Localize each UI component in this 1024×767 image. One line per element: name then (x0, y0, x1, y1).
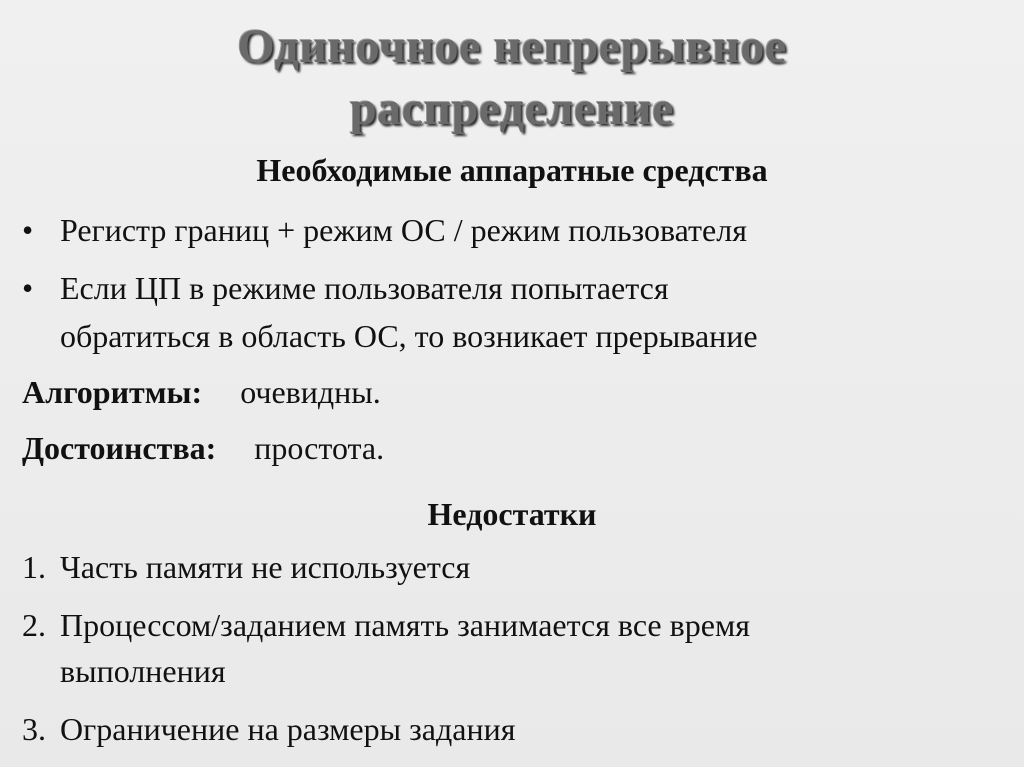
algorithms-value: очевидны. (240, 374, 381, 410)
algorithms-term: Алгоритмы: (22, 374, 203, 410)
hardware-bullet-2-line-2: обратиться в область ОС, то возникает прерывание (60, 318, 758, 354)
drawback-number: 2. (22, 607, 46, 643)
drawback-item-1-line-1: Часть памяти не используется (60, 549, 471, 585)
bullet-marker: • (22, 212, 34, 248)
hardware-heading: Необходимые аппаратные средства (256, 152, 768, 188)
advantages-row (22, 426, 384, 470)
drawback-item-2-text (60, 602, 1000, 694)
slide-title (0, 16, 1024, 140)
hardware-bullet-2-text (60, 264, 980, 360)
slide-title-line-1: Одиночное непрерывное (237, 20, 787, 73)
drawback-item-3-line-1: Ограничение на размеры задания (60, 711, 516, 747)
drawback-item-1-text (60, 544, 1000, 590)
slide-title-line-2: распределение (350, 82, 674, 135)
advantages-term: Достоинства: (22, 430, 217, 466)
drawback-item-3-text (60, 706, 1000, 752)
bullet-marker: • (22, 270, 34, 306)
drawback-item-2-line-2: выполнения (60, 653, 226, 689)
hardware-bullet-2-line-1: Если ЦП в режиме пользователя попытается (60, 270, 669, 306)
drawbacks-heading: Недостатки (427, 496, 597, 532)
algorithms-row (22, 370, 381, 414)
hardware-bullet-1-text (60, 206, 980, 254)
drawback-item-2-line-1: Процессом/заданием память занимается все время (60, 607, 750, 643)
advantages-value: простота. (254, 430, 385, 466)
hardware-bullet-1-line-1: Регистр границ + режим ОС / режим пользователя (60, 212, 747, 248)
drawback-number: 1. (22, 549, 46, 585)
drawback-number: 3. (22, 711, 46, 747)
